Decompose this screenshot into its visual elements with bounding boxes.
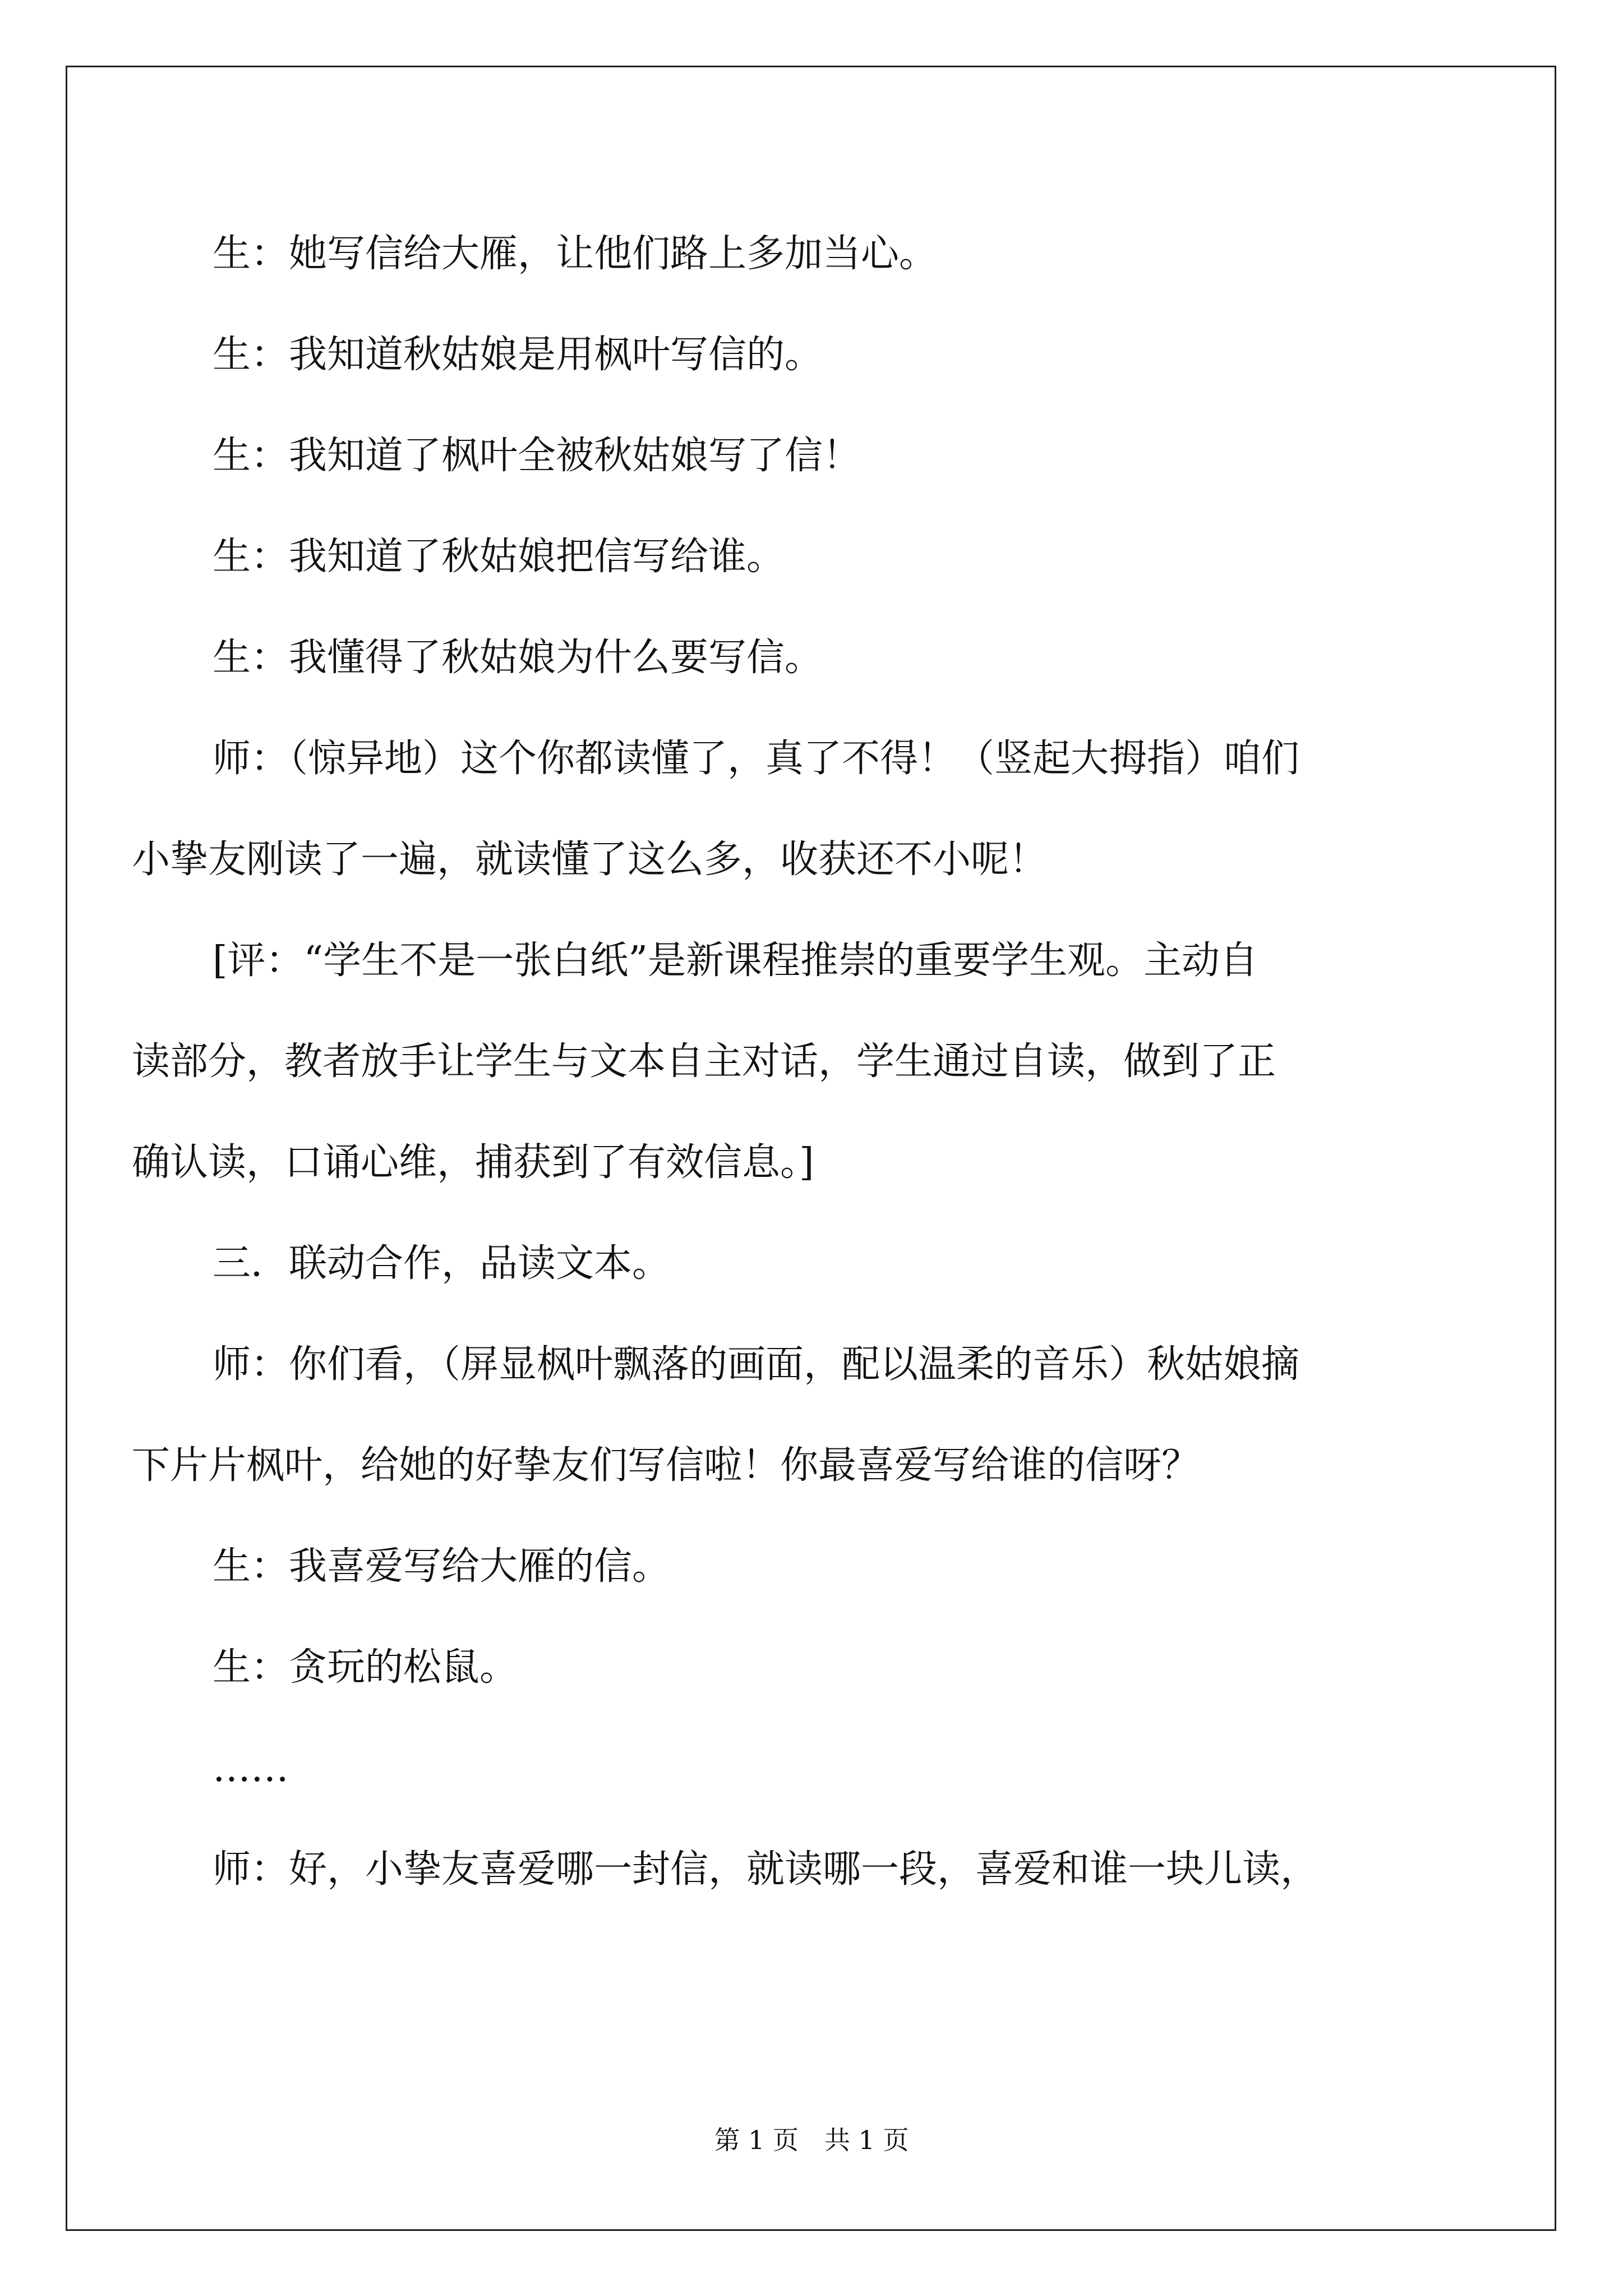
paragraph-line: 生：我知道秋姑娘是用枫叶写信的。: [213, 333, 823, 377]
paragraph-line: 读部分，教者放手让学生与文本自主对话，学生通过自读，做到了正: [132, 1039, 1276, 1084]
paragraph-line: 师：好，小挚友喜爱哪一封信，就读哪一段，喜爱和谁一块儿读，: [213, 1847, 1319, 1892]
paragraph-line: 生：她写信给大雁，让他们路上多加当心。: [213, 232, 938, 276]
ellipsis-line: ……: [213, 1746, 289, 1791]
paragraph-line: 师：你们看，（屏显枫叶飘落的画面，配以温柔的音乐）秋姑娘摘: [213, 1342, 1300, 1387]
paragraph-line: [评：“学生不是一张白纸”是新课程推崇的重要学生观。主动自: [213, 938, 1258, 983]
section-heading: 三．联动合作，品读文本。: [213, 1241, 671, 1286]
page-number-footer: 第 1 页 共 1 页: [714, 2125, 909, 2155]
paragraph-line: 生：我喜爱写给大雁的信。: [213, 1544, 671, 1589]
paragraph-line: 下片片枫叶，给她的好挚友们写信啦！你最喜爱写给谁的信呀？: [132, 1443, 1200, 1488]
paragraph-line: 小挚友刚读了一遍，就读懂了这么多，收获还不小呢！: [132, 838, 1048, 882]
paragraph-line: 生：我知道了秋姑娘把信写给谁。: [213, 535, 785, 579]
paragraph-line: 确认读，口诵心维，捕获到了有效信息。]: [132, 1140, 814, 1185]
paragraph-line: 生：我知道了枫叶全被秋姑娘写了信！: [213, 434, 861, 478]
paragraph-line: 生：我懂得了秋姑娘为什么要写信。: [213, 636, 823, 680]
paragraph-line: 生：贪玩的松鼠。: [213, 1645, 518, 1690]
paragraph-line: 师：（惊异地）这个你都读懂了，真了不得！（竖起大拇指）咱们: [213, 737, 1300, 781]
